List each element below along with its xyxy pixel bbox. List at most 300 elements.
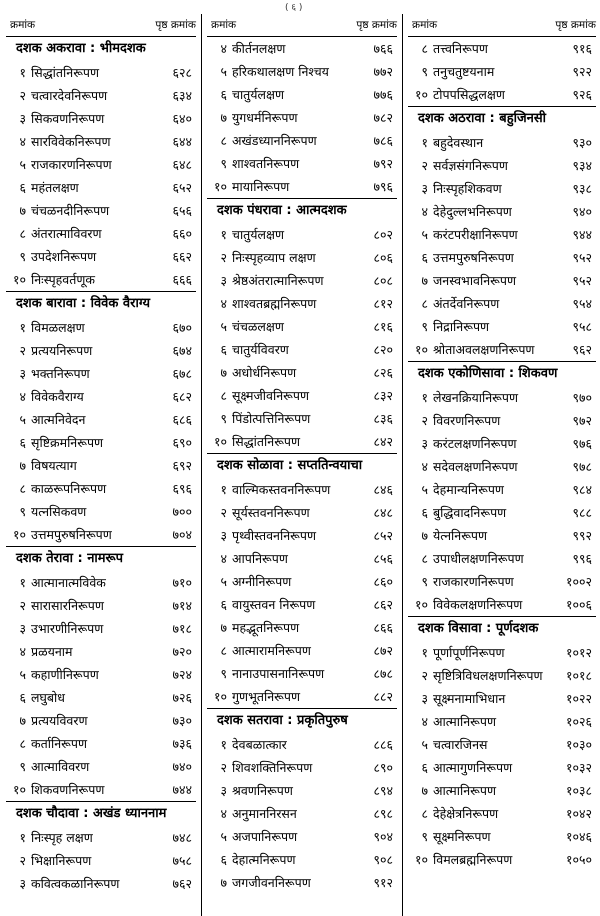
item-page: ९९६ xyxy=(572,551,592,566)
item-title: विमळलक्षण xyxy=(31,320,85,335)
item-number: ५ xyxy=(220,574,227,589)
item-title: सदेवलक्षणनिरूपण xyxy=(433,459,518,474)
item-number: ४ xyxy=(220,296,227,311)
item-number: ४ xyxy=(19,389,26,404)
list-item xyxy=(408,547,596,570)
list-item xyxy=(207,361,397,384)
section xyxy=(207,453,397,708)
item-page: ६९० xyxy=(172,435,192,450)
list-item xyxy=(207,871,397,894)
list-item xyxy=(207,129,397,152)
list-item xyxy=(408,570,596,593)
item-number: ७ xyxy=(421,783,428,798)
item-page: ७२० xyxy=(172,644,192,659)
item-page: ८२० xyxy=(373,342,393,357)
item-number: १० xyxy=(12,527,26,542)
section-title: दशक एकोणिसावा : शिकवण xyxy=(418,366,558,381)
item-title: उपदेशनिरूपण xyxy=(31,249,97,264)
list-item xyxy=(207,246,397,269)
item-number: ६ xyxy=(220,342,227,357)
list-item xyxy=(207,223,397,246)
item-number: १ xyxy=(19,575,26,590)
item-page: ७४० xyxy=(172,759,192,774)
item-number: ९ xyxy=(220,666,227,681)
list-item xyxy=(408,60,596,83)
item-number: ६ xyxy=(421,760,428,775)
item-page: ९०४ xyxy=(373,829,393,844)
list-item xyxy=(408,593,596,616)
item-page: ९५२ xyxy=(572,250,592,265)
item-page: ७७२ xyxy=(373,64,393,79)
item-page: १०१२ xyxy=(565,645,592,660)
item-page: ८३२ xyxy=(373,388,393,403)
list-item xyxy=(6,245,196,268)
item-number: ३ xyxy=(220,783,227,798)
item-page: १०२६ xyxy=(565,714,592,729)
item-page: ८४२ xyxy=(373,434,393,449)
section xyxy=(207,198,397,453)
item-page: ६५२ xyxy=(172,180,192,195)
item-page: ७८६ xyxy=(373,133,393,148)
item-number: ९ xyxy=(421,319,428,334)
list-item xyxy=(6,872,196,895)
item-page: ९५२ xyxy=(572,273,592,288)
item-page: १०३० xyxy=(565,737,592,752)
item-title: अधोर्धनिरूपण xyxy=(232,365,297,380)
item-page: १०१८ xyxy=(565,668,592,683)
list-item xyxy=(207,593,397,616)
item-title: राजकारणनिरूपण xyxy=(433,574,514,589)
header-number-label: क्रमांक xyxy=(10,19,36,31)
item-title: आत्मानात्मविवेक xyxy=(31,575,106,590)
item-page: ९३० xyxy=(572,135,592,150)
item-page: ६७० xyxy=(172,320,192,335)
item-page: ७९२ xyxy=(373,156,393,171)
item-title: चातुर्यलक्षण xyxy=(232,87,285,102)
list-item xyxy=(207,685,397,708)
list-item xyxy=(408,641,596,664)
item-title: महंतलक्षण xyxy=(31,180,79,195)
item-number: १० xyxy=(414,87,428,102)
item-title: सारासारनिरूपण xyxy=(31,598,104,613)
item-title: निःस्पृहशिकवण xyxy=(433,181,502,196)
section-title: दशक अठरावा : बहुजिनसी xyxy=(418,111,546,126)
item-title: विवेकवैराग्य xyxy=(31,389,84,404)
item-title: सिकवणनिरूपण xyxy=(31,111,105,126)
item-page: ९३४ xyxy=(572,158,592,173)
list-item xyxy=(207,106,397,129)
item-page: ९३८ xyxy=(572,181,592,196)
item-number: ४ xyxy=(421,459,428,474)
item-page: ८४८ xyxy=(373,505,393,520)
section xyxy=(6,36,196,291)
item-title: करंटपरीक्षानिरूपण xyxy=(433,227,518,242)
item-number: २ xyxy=(19,88,26,103)
section xyxy=(408,36,596,106)
list-item xyxy=(207,407,397,430)
item-title: लेखनक्रियानिरूपण xyxy=(433,390,518,405)
item-number: ५ xyxy=(421,737,428,752)
list-item xyxy=(207,430,397,453)
list-item xyxy=(6,222,196,245)
item-title: देवबळात्कार xyxy=(232,737,287,752)
item-number: १ xyxy=(220,482,227,497)
list-item xyxy=(6,755,196,778)
item-page: ६९२ xyxy=(172,458,192,473)
item-number: १ xyxy=(19,320,26,335)
item-number: ६ xyxy=(19,180,26,195)
item-page: १०४६ xyxy=(565,829,592,844)
item-number: २ xyxy=(220,760,227,775)
item-number: १ xyxy=(19,65,26,80)
item-title: उत्तमपुरुषनिरूपण xyxy=(31,527,112,542)
list-item xyxy=(6,84,196,107)
list-item xyxy=(408,223,596,246)
page-marker: ( ६ ) xyxy=(285,3,303,13)
list-item xyxy=(6,107,196,130)
item-page: ७०० xyxy=(172,504,192,519)
item-title: चातुर्यलक्षण xyxy=(232,227,285,242)
item-title: वाल्मिकस्तवननिरूपण xyxy=(232,482,331,497)
list-item xyxy=(408,478,596,501)
item-page: ८६६ xyxy=(373,620,393,635)
item-title: काळरूपनिरूपण xyxy=(31,481,107,496)
item-number: १० xyxy=(12,782,26,797)
item-title: आत्मानिरूपण xyxy=(433,783,497,798)
list-item xyxy=(207,269,397,292)
item-page: १००२ xyxy=(565,574,592,589)
list-item xyxy=(6,500,196,523)
item-page: ८८६ xyxy=(373,737,393,752)
item-title: चंचळनदीनिरूपण xyxy=(31,203,110,218)
list-item xyxy=(408,779,596,802)
column-header xyxy=(6,14,196,36)
item-title: सूक्ष्मनामाभिधान xyxy=(433,691,506,706)
item-page: ७३० xyxy=(172,713,192,728)
item-number: २ xyxy=(220,250,227,265)
item-number: ८ xyxy=(421,551,428,566)
toc-column xyxy=(207,14,397,894)
item-page: ६४८ xyxy=(172,157,192,172)
item-number: ३ xyxy=(220,528,227,543)
item-page: ९०८ xyxy=(373,852,393,867)
section xyxy=(6,546,196,801)
item-number: ४ xyxy=(220,41,227,56)
item-number: १० xyxy=(12,272,26,287)
item-number: ८ xyxy=(220,388,227,403)
item-title: देहेक्षेत्रनिरूपण xyxy=(433,806,499,821)
list-item xyxy=(6,594,196,617)
item-title: उत्तमपुरुषनिरूपण xyxy=(433,250,514,265)
item-number: १० xyxy=(414,852,428,867)
item-page: ८९० xyxy=(373,760,393,775)
item-number: २ xyxy=(220,505,227,520)
section-title: दशक पंधरावा : आत्मदशक xyxy=(217,203,347,218)
column-divider xyxy=(402,14,403,916)
item-number: ६ xyxy=(19,690,26,705)
item-page: ८०२ xyxy=(373,227,393,242)
item-title: यत्नसिकवण xyxy=(31,504,87,519)
list-item xyxy=(6,199,196,222)
item-page: ७४४ xyxy=(172,782,192,797)
item-title: मायानिरूपण xyxy=(232,179,290,194)
section xyxy=(207,708,397,894)
item-number: ५ xyxy=(19,157,26,172)
item-title: सृष्टिक्रमनिरूपण xyxy=(31,435,104,450)
list-item xyxy=(6,778,196,801)
item-title: प्रळयनाम xyxy=(31,644,73,659)
item-page: ७१८ xyxy=(172,621,192,636)
item-number: ४ xyxy=(421,204,428,219)
item-number: ६ xyxy=(220,87,227,102)
item-page: १०२२ xyxy=(565,691,592,706)
item-title: निःस्पृहवर्तणूक xyxy=(31,272,96,287)
list-item xyxy=(408,315,596,338)
list-item xyxy=(207,292,397,315)
list-item xyxy=(408,733,596,756)
item-number: ५ xyxy=(421,482,428,497)
item-title: विषयत्याग xyxy=(31,458,77,473)
list-item xyxy=(408,524,596,547)
item-title: विवेकलक्षणनिरूपण xyxy=(433,597,523,612)
list-item xyxy=(6,826,196,849)
item-title: अनुमाननिरसन xyxy=(232,806,297,821)
section-title: दशक चौदावा : अखंड ध्याननाम xyxy=(16,806,167,821)
item-page: ६६६ xyxy=(172,272,192,287)
item-page: ७१४ xyxy=(172,598,192,613)
item-title: चातुर्यविवरण xyxy=(232,342,289,357)
section-title: दशक बारावा : विवेक वैराग्य xyxy=(16,296,151,311)
item-number: ४ xyxy=(220,806,227,821)
list-item xyxy=(6,385,196,408)
item-title: श्रेष्ठअंतरात्मानिरूपण xyxy=(232,273,324,288)
item-number: २ xyxy=(421,413,428,428)
list-item xyxy=(6,362,196,385)
item-title: शाश्वतनिरूपण xyxy=(232,156,300,171)
item-title: चत्वारदेवनिरूपण xyxy=(31,88,108,103)
list-item xyxy=(6,176,196,199)
list-item xyxy=(6,61,196,84)
item-number: ४ xyxy=(19,644,26,659)
item-number: ३ xyxy=(19,621,26,636)
item-number: ७ xyxy=(421,273,428,288)
item-title: देहमान्यनिरूपण xyxy=(433,482,504,497)
list-item xyxy=(6,316,196,339)
column-header xyxy=(207,14,397,36)
item-number: ६ xyxy=(19,435,26,450)
item-title: गुणभूतनिरूपण xyxy=(232,689,301,704)
item-page: १०३८ xyxy=(565,783,592,798)
item-title: निःस्पृह लक्षण xyxy=(31,830,93,845)
item-title: अग्नीनिरूपण xyxy=(232,574,292,589)
item-page: ९६२ xyxy=(572,342,592,357)
item-number: ७ xyxy=(220,110,227,125)
item-number: ९ xyxy=(421,574,428,589)
item-number: ४ xyxy=(421,714,428,729)
list-item xyxy=(6,454,196,477)
item-page: ९८८ xyxy=(572,505,592,520)
header-page-label: पृष्ठ क्रमांक xyxy=(155,19,196,31)
item-number: ९ xyxy=(421,829,428,844)
item-title: अखंडध्याननिरूपण xyxy=(232,133,317,148)
item-number: १० xyxy=(213,689,227,704)
item-title: सारविवेकनिरूपण xyxy=(31,134,111,149)
item-number: ९ xyxy=(19,759,26,774)
item-title: महद्भूतनिरूपण xyxy=(232,620,300,635)
item-title: कीर्तनलक्षण xyxy=(232,41,286,56)
item-number: ७ xyxy=(19,458,26,473)
item-title: शिकवणनिरूपण xyxy=(31,782,105,797)
list-item xyxy=(408,825,596,848)
item-number: ७ xyxy=(19,203,26,218)
list-item xyxy=(207,501,397,524)
list-item xyxy=(408,131,596,154)
item-page: १०४२ xyxy=(565,806,592,821)
item-number: १ xyxy=(421,390,428,405)
item-number: ५ xyxy=(220,64,227,79)
item-title: आत्मारामनिरूपण xyxy=(232,643,311,658)
item-page: ६६२ xyxy=(172,249,192,264)
list-item xyxy=(207,478,397,501)
item-title: करंटलक्षणनिरूपण xyxy=(433,436,517,451)
header-number-label: क्रमांक xyxy=(211,19,237,31)
item-number: ३ xyxy=(421,691,428,706)
list-item xyxy=(408,710,596,733)
item-number: ५ xyxy=(421,227,428,242)
item-page: ९४४ xyxy=(572,227,592,242)
item-title: विमलब्रह्मनिरूपण xyxy=(433,852,513,867)
list-item xyxy=(207,733,397,756)
list-item xyxy=(408,848,596,871)
list-item xyxy=(408,802,596,825)
item-title: सूक्ष्मनिरूपण xyxy=(433,829,491,844)
item-number: १ xyxy=(421,135,428,150)
item-page: ६२८ xyxy=(172,65,192,80)
item-title: निःस्पृहव्याप लक्षण xyxy=(232,250,316,265)
list-item xyxy=(207,570,397,593)
item-title: सिद्धांतनिरूपण xyxy=(232,434,301,449)
item-number: २ xyxy=(19,598,26,613)
item-number: ८ xyxy=(421,296,428,311)
item-number: २ xyxy=(19,853,26,868)
list-item xyxy=(408,455,596,478)
column-header xyxy=(408,14,596,36)
section-title: दशक सतरावा : प्रकृतिपुरुष xyxy=(217,713,348,728)
item-number: ७ xyxy=(220,365,227,380)
item-page: ८०८ xyxy=(373,273,393,288)
list-item xyxy=(6,640,196,663)
list-item xyxy=(207,848,397,871)
list-item xyxy=(207,662,397,685)
list-item xyxy=(207,37,397,60)
item-title: आत्मागुणनिरूपण xyxy=(433,760,513,775)
item-number: २ xyxy=(421,158,428,173)
item-page: ८१६ xyxy=(373,319,393,334)
list-item xyxy=(408,664,596,687)
list-item xyxy=(6,431,196,454)
list-item xyxy=(6,339,196,362)
list-item xyxy=(408,756,596,779)
item-number: ५ xyxy=(220,829,227,844)
item-page: १०३२ xyxy=(565,760,592,775)
list-item xyxy=(6,408,196,431)
list-item xyxy=(207,175,397,198)
list-item xyxy=(207,384,397,407)
list-item xyxy=(408,409,596,432)
item-title: जगजीवननिरूपण xyxy=(232,875,311,890)
item-page: ६७४ xyxy=(172,343,192,358)
item-page: ९२६ xyxy=(572,87,592,102)
item-number: ८ xyxy=(421,41,428,56)
item-page: ९१६ xyxy=(572,41,592,56)
item-page: ६६० xyxy=(172,226,192,241)
item-page: ६८२ xyxy=(172,389,192,404)
list-item xyxy=(408,386,596,409)
item-page: ९८४ xyxy=(572,482,592,497)
item-title: प्रत्ययनिरूपण xyxy=(31,343,93,358)
section-title: दशक अकरावा : भीमदशक xyxy=(16,41,146,56)
list-item xyxy=(6,617,196,640)
item-number: ६ xyxy=(421,505,428,520)
list-item xyxy=(408,37,596,60)
list-item xyxy=(408,432,596,455)
list-item xyxy=(6,153,196,176)
item-page: ७५८ xyxy=(172,853,192,868)
list-item xyxy=(408,687,596,710)
item-number: ९ xyxy=(421,64,428,79)
item-page: ८१२ xyxy=(373,296,393,311)
list-item xyxy=(207,83,397,106)
item-page: ८५६ xyxy=(373,551,393,566)
item-title: पिंडोत्पत्तिनिरूपण xyxy=(232,411,311,426)
item-number: ८ xyxy=(19,736,26,751)
item-page: ७८२ xyxy=(373,110,393,125)
list-item xyxy=(408,501,596,524)
item-page: ७२६ xyxy=(172,690,192,705)
item-number: ३ xyxy=(19,111,26,126)
item-number: ७ xyxy=(19,713,26,728)
item-title: सर्वज्ञसंगनिरूपण xyxy=(433,158,508,173)
item-number: १० xyxy=(414,597,428,612)
list-item xyxy=(6,571,196,594)
item-page: ९७० xyxy=(572,390,592,405)
item-number: ३ xyxy=(421,181,428,196)
item-number: ३ xyxy=(421,436,428,451)
item-page: ८०६ xyxy=(373,250,393,265)
list-item xyxy=(6,523,196,546)
item-number: ४ xyxy=(19,134,26,149)
item-title: आपनिरूपण xyxy=(232,551,288,566)
section xyxy=(6,801,196,895)
item-page: ८६० xyxy=(373,574,393,589)
item-page: ७४८ xyxy=(172,830,192,845)
item-page: १०५० xyxy=(565,852,592,867)
item-title: बहुदेवस्थान xyxy=(433,135,484,150)
item-page: ८८२ xyxy=(373,689,393,704)
item-page: ९७६ xyxy=(572,436,592,451)
item-number: २ xyxy=(421,668,428,683)
item-page: ६५६ xyxy=(172,203,192,218)
item-title: आत्मानिरूपण xyxy=(433,714,497,729)
item-page: ६७८ xyxy=(172,366,192,381)
item-title: उपाधीलक्षणनिरूपण xyxy=(433,551,524,566)
header-page-label: पृष्ठ क्रमांक xyxy=(356,19,397,31)
item-page: ६८६ xyxy=(172,412,192,427)
item-title: श्रोताअवलक्षणनिरूपण xyxy=(433,342,535,357)
item-page: ७९६ xyxy=(373,179,393,194)
item-number: ८ xyxy=(19,481,26,496)
item-title: चंचळलक्षण xyxy=(232,319,284,334)
